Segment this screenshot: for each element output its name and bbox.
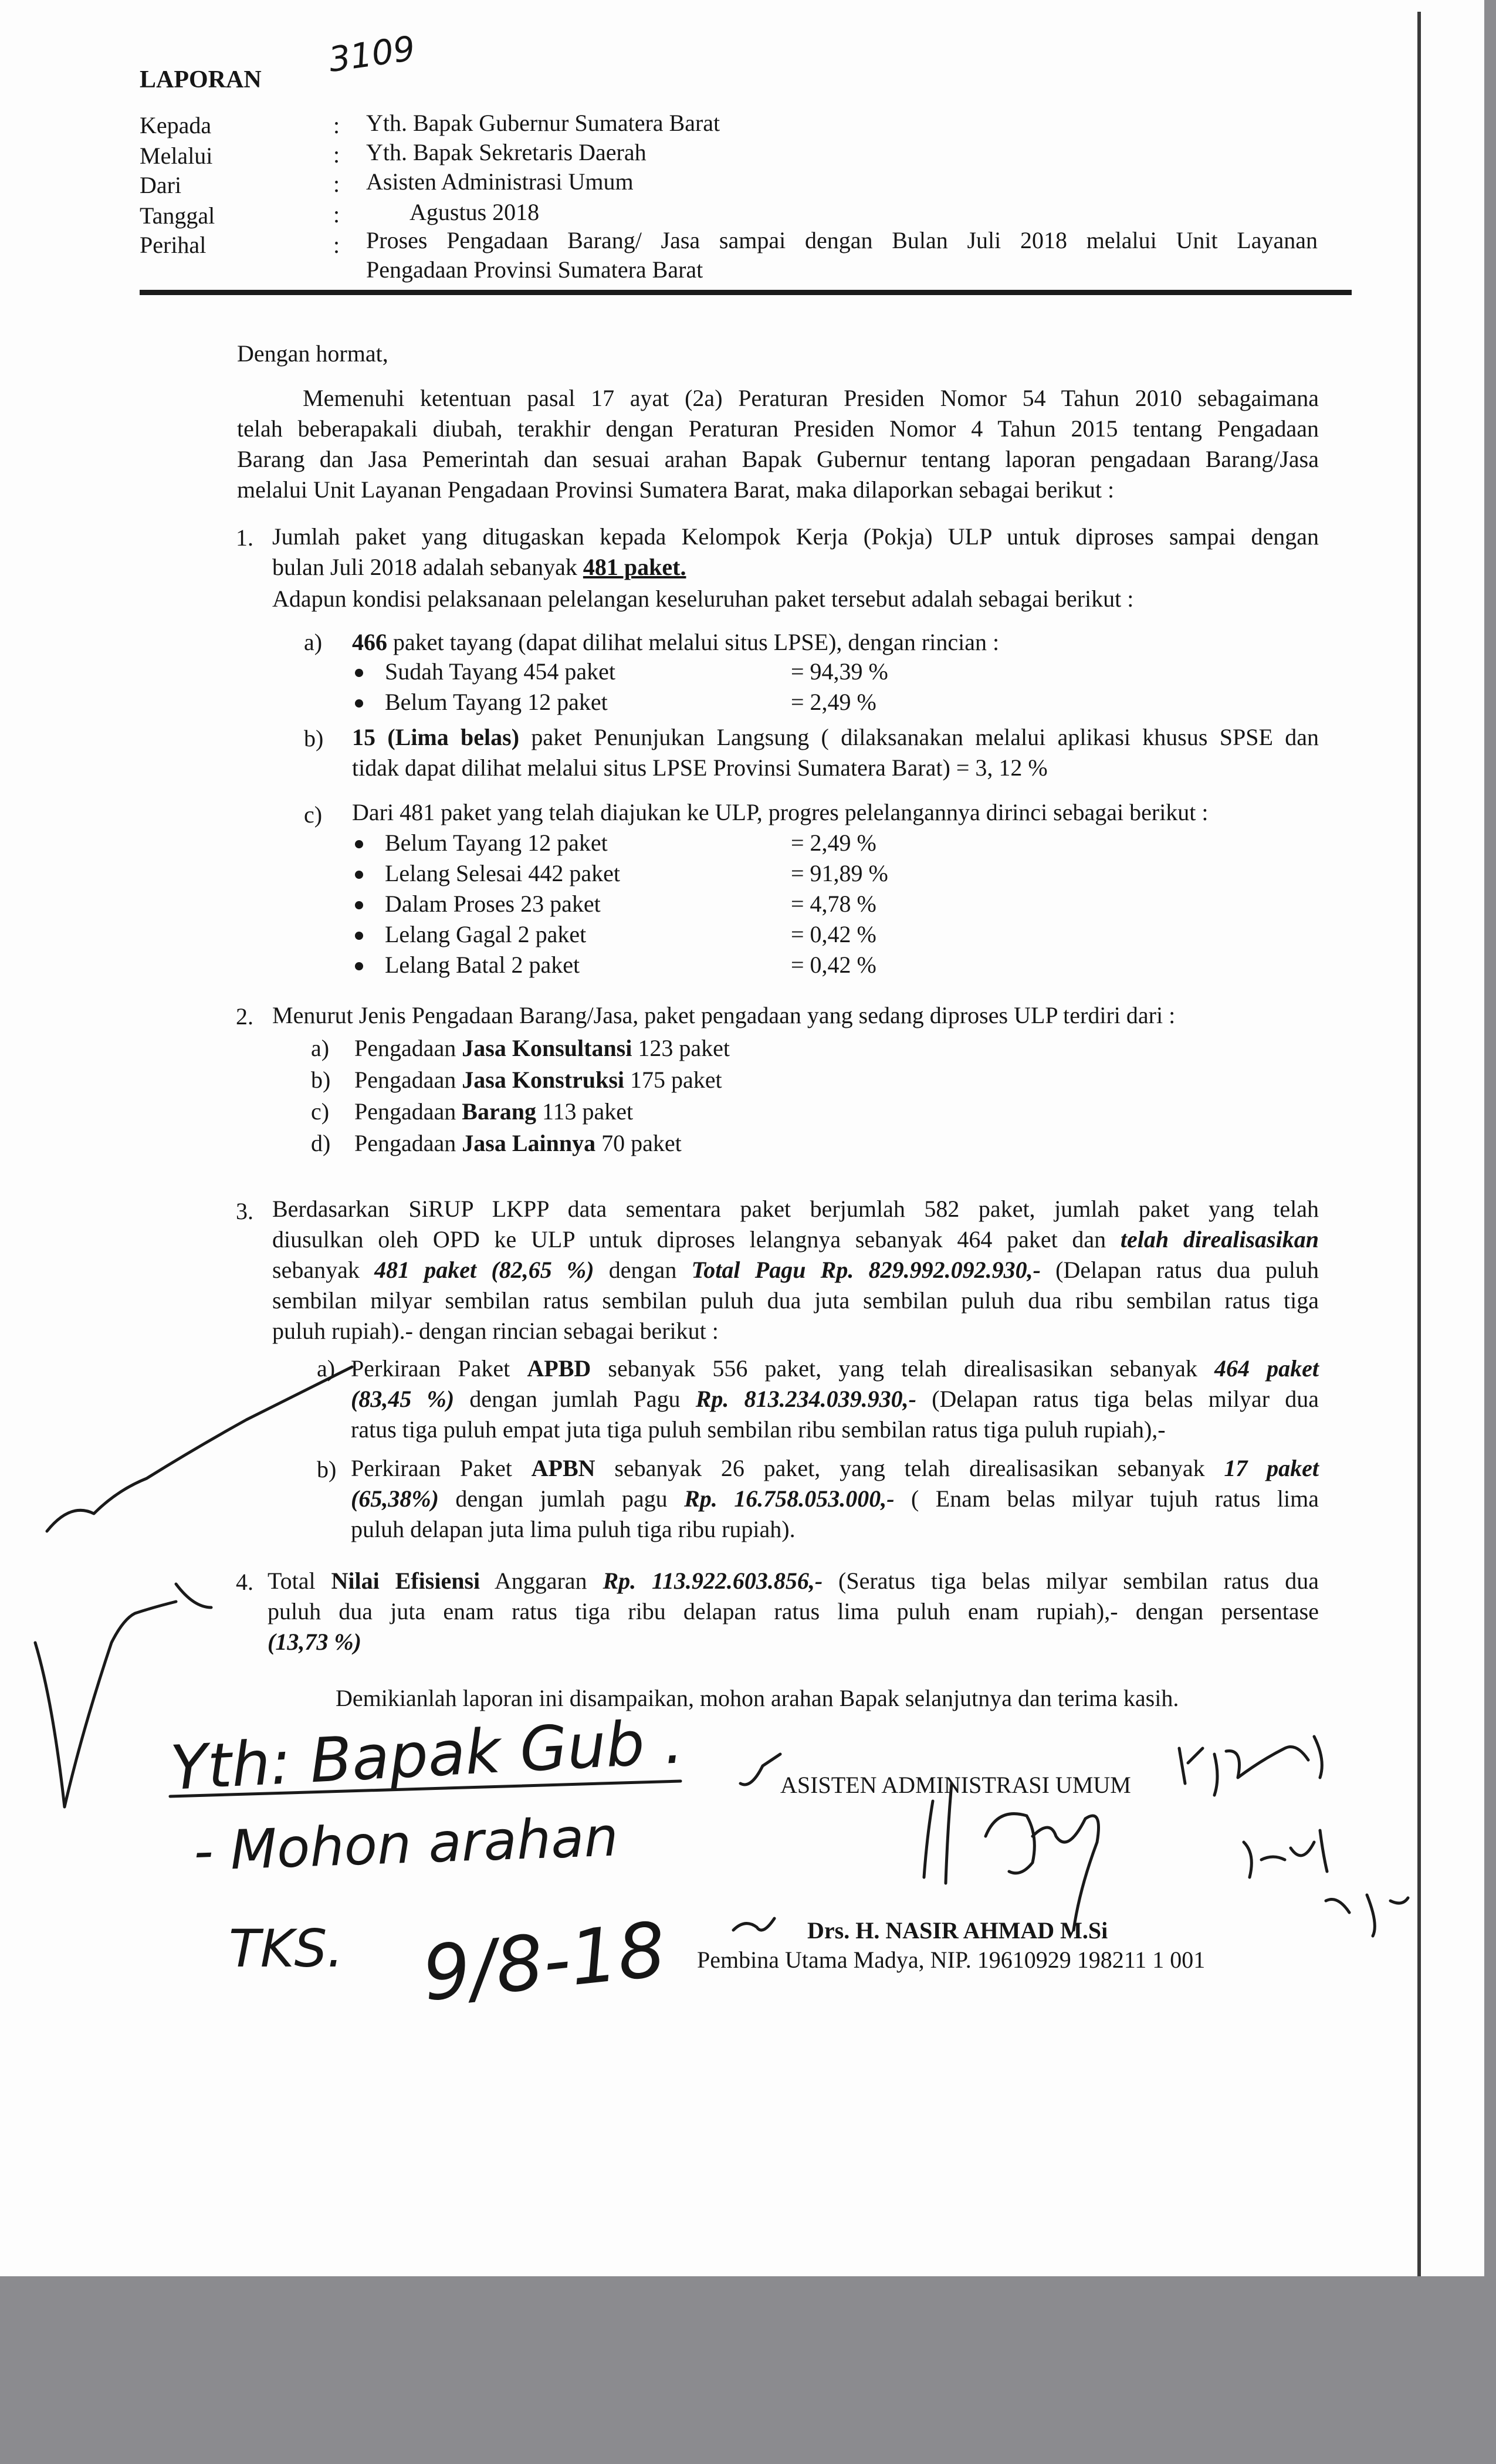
colon: : (333, 141, 340, 168)
margin-annotation (1326, 1895, 1408, 1936)
tanggal-label: Tanggal (140, 202, 215, 229)
bullet-value: = 2,49 % (791, 689, 876, 715)
bullet-value: = 2,49 % (791, 830, 876, 856)
s2-item-label: d) (311, 1130, 331, 1156)
margin-annotation (1179, 1737, 1322, 1795)
bullet-value: = 0,42 % (791, 921, 876, 947)
colon: : (333, 201, 340, 228)
s3-line: puluh rupiah).- dengan rincian sebagai berikut : (272, 1318, 719, 1344)
check-mark (740, 1754, 780, 1785)
handwritten-note: - Mohon arahan (192, 1805, 620, 1883)
margin-check-mark (35, 1584, 211, 1807)
intro-line: telah beberapakali diubah, terakhir dengan Peraturan Presiden Nomor 4 Tahun 2015 tentang Pengadaan (237, 415, 1319, 442)
paraf-mark (733, 1918, 774, 1930)
s3-line: diusulkan oleh OPD ke ULP untuk diproses lelangnya sebanyak 464 paket dan telah direalisasikan (272, 1226, 1319, 1253)
handwritten-number: 3109 (326, 28, 418, 80)
s2-item: Pengadaan Jasa Lainnya 70 paket (354, 1130, 682, 1156)
perihal-line2: Pengadaan Provinsi Sumatera Barat (366, 256, 703, 283)
section-4-number: 4. (236, 1569, 253, 1595)
s3a-label: a) (317, 1355, 336, 1382)
s3a-line: (83,45 %) dengan jumlah Pagu Rp. 813.234.039.930,- (Delapan ratus tiga belas milyar dua (351, 1386, 1319, 1412)
signature-mark (924, 1783, 1099, 1930)
intro-line: melalui Unit Layanan Pengadaan Provinsi Sumatera Barat, maka dilaporkan sebagai berikut : (237, 476, 1115, 503)
kepada-value: Yth. Bapak Gubernur Sumatera Barat (366, 110, 720, 136)
s3a-line: ratus tiga puluh empat juta tiga puluh sembilan ribu sembilan ratus tiga puluh rupiah),- (351, 1416, 1166, 1443)
colon: : (333, 171, 340, 197)
s1-line: bulan Juli 2018 adalah sebanyak 481 paket. (272, 554, 686, 580)
dari-label: Dari (140, 172, 182, 198)
s2-item: Pengadaan Barang 113 paket (354, 1098, 634, 1125)
section-2-number: 2. (236, 1003, 253, 1030)
s3-line: Berdasarkan SiRUP LKPP data sementara paket berjumlah 582 paket, jumlah paket yang telah (272, 1196, 1319, 1222)
margin-annotation (1244, 1830, 1327, 1877)
s1b-label: b) (304, 725, 324, 752)
s3b-line: puluh delapan juta lima puluh tiga ribu rupiah). (351, 1516, 796, 1542)
colon: : (333, 232, 340, 258)
margin-scribble (47, 1367, 352, 1531)
s3a-line: Perkiraan Paket APBD sebanyak 556 paket, yang telah direalisasikan sebanyak 464 paket (351, 1355, 1319, 1382)
s2-item-label: c) (311, 1098, 330, 1125)
s4-line: puluh dua juta enam ratus tiga ribu delapan ratus lima puluh enam rupiah),- dengan persentase (268, 1598, 1319, 1624)
section-1-number: 1. (236, 524, 253, 551)
s4-line: (13,73 %) (268, 1629, 361, 1655)
s3b-label: b) (317, 1456, 337, 1483)
closing-sentence: Demikianlah laporan ini disampaikan, mohon arahan Bapak selanjutnya dan terima kasih. (336, 1685, 1179, 1711)
s1-line: Adapun kondisi pelaksanaan pelelangan keseluruhan paket tersebut adalah sebagai berikut : (272, 585, 1134, 612)
s2-line: Menurut Jenis Pengadaan Barang/Jasa, paket pengadaan yang sedang diproses ULP terdiri dari : (272, 1002, 1176, 1028)
salutation: Dengan hormat, (237, 340, 388, 367)
bullet-label: Sudah Tayang 454 paket (385, 658, 616, 685)
s3-line: sembilan milyar sembilan ratus sembilan puluh dua juta sembilan puluh dua ribu sembilan ratus tiga (272, 1287, 1319, 1314)
s1b-line: 15 (Lima belas) paket Penunjukan Langsung ( dilaksanakan melalui aplikasi khusus SPSE dan (352, 724, 1319, 750)
melalui-label: Melalui (140, 143, 213, 169)
bullet-value: = 4,78 % (791, 891, 876, 917)
signatory-title: ASISTEN ADMINISTRASI UMUM (780, 1772, 1131, 1798)
bullet-value: = 91,89 % (791, 860, 888, 886)
bullet-value: = 94,39 % (791, 658, 888, 685)
bullet-value: = 0,42 % (791, 952, 876, 978)
perihal-line1: Proses Pengadaan Barang/ Jasa sampai dengan Bulan Juli 2018 melalui Unit Layanan (366, 227, 1318, 253)
intro-line: Barang dan Jasa Pemerintah dan sesuai arahan Bapak Gubernur tentang laporan pengadaan Barang/Jasa (237, 446, 1319, 472)
handwritten-date: 9/8-18 (418, 1905, 670, 2019)
dari-value: Asisten Administrasi Umum (366, 168, 634, 195)
tanggal-value: Agustus 2018 (409, 199, 540, 225)
s2-item-label: a) (311, 1035, 330, 1061)
melalui-value: Yth. Bapak Sekretaris Daerah (366, 139, 647, 165)
s1-line: Jumlah paket yang ditugaskan kepada Kelompok Kerja (Pokja) ULP untuk diproses sampai dengan (272, 523, 1319, 550)
s1a-text: 466 paket tayang (dapat dilihat melalui situs LPSE), dengan rincian : (352, 629, 1000, 655)
bullet-label: Lelang Gagal 2 paket (385, 921, 587, 947)
s1c-text: Dari 481 paket yang telah diajukan ke ULP, progres pelelangannya dirinci sebagai berikut : (352, 799, 1209, 825)
kepada-label: Kepada (140, 112, 212, 138)
s3b-line: Perkiraan Paket APBN sebanyak 26 paket, yang telah direalisasikan sebanyak 17 paket (351, 1455, 1319, 1481)
doc-title: LAPORAN (140, 66, 262, 93)
signatory-name: Drs. H. NASIR AHMAD M.Si (807, 1917, 1108, 1944)
handwritten-note: TKS. (229, 1918, 344, 1979)
s3-line: sebanyak 481 paket (82,65 %) dengan Total Pagu Rp. 829.992.092.930,- (Delapan ratus dua puluh (272, 1257, 1319, 1283)
s4-line: Total Nilai Efisiensi Anggaran Rp. 113.922.603.856,- (Seratus tiga belas milyar sembilan ratus dua (268, 1568, 1319, 1594)
s3b-line: (65,38%) dengan jumlah pagu Rp. 16.758.053.000,- ( Enam belas milyar tujuh ratus lima (351, 1485, 1319, 1512)
total-paket: 481 paket. (583, 554, 686, 580)
perihal-label: Perihal (140, 232, 207, 258)
bullet-label: Lelang Batal 2 paket (385, 952, 580, 978)
handwriting-underline (170, 1781, 681, 1796)
colon: : (333, 112, 340, 138)
bullet-label: Belum Tayang 12 paket (385, 689, 608, 715)
s1b-line: tidak dapat dilihat melalui situs LPSE Provinsi Sumatera Barat) = 3, 12 % (352, 754, 1048, 781)
bullet-label: Belum Tayang 12 paket (385, 830, 608, 856)
signatory-rank: Pembina Utama Madya, NIP. 19610929 198211 1 001 (697, 1947, 1206, 1973)
intro-line: Memenuhi ketentuan pasal 17 ayat (2a) Peraturan Presiden Nomor 54 Tahun 2010 sebagaimana (303, 385, 1319, 411)
s2-item: Pengadaan Jasa Konsultansi 123 paket (354, 1035, 730, 1061)
bullet-label: Dalam Proses 23 paket (385, 891, 601, 917)
bullet-label: Lelang Selesai 442 paket (385, 860, 620, 886)
s1c-label: c) (304, 801, 323, 828)
s2-item: Pengadaan Jasa Konstruksi 175 paket (354, 1067, 722, 1093)
s1a-label: a) (304, 629, 323, 655)
handwritten-note: Yth: Bapak Gub . (168, 1705, 685, 1804)
s2-item-label: b) (311, 1067, 331, 1093)
section-3-number: 3. (236, 1198, 253, 1224)
